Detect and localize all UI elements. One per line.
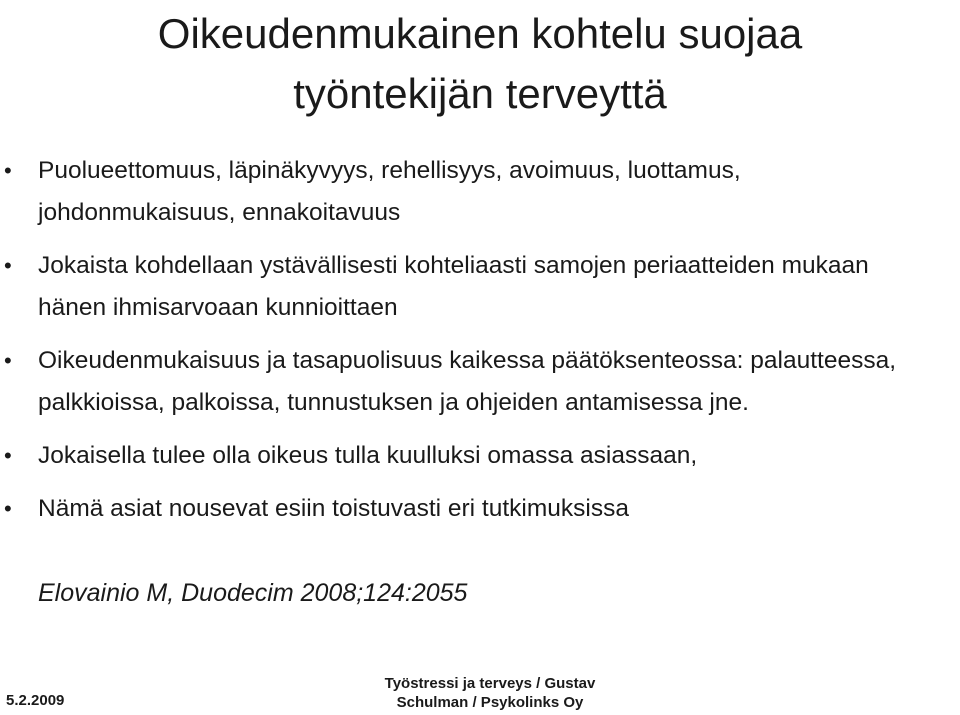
bullet-dot-icon: •	[4, 496, 12, 521]
bullet-item	[0, 435, 960, 477]
bullet-item	[0, 245, 960, 329]
bullet-dot-icon: •	[4, 348, 12, 373]
reference-citation: Elovainio M, Duodecim 2008;124:2055	[38, 579, 468, 607]
bullet-text: Puolueettomuus, läpinäkyvyys, rehellisyys, avoimuus, luottamus, johdonmukaisuus, ennakoitavuus	[38, 157, 741, 226]
bullet-item	[0, 150, 960, 234]
slide-title	[0, 4, 960, 124]
bullet-text: Jokaista kohdellaan ystävällisesti kohteliaasti samojen periaatteiden mukaan hänen ihmisarvoaan kunnioittaen	[38, 252, 869, 321]
bullet-item	[0, 340, 960, 424]
bullet-list	[0, 150, 960, 541]
footer-credit-line-1: Työstressi ja terveys / Gustav	[384, 675, 596, 692]
slide-title-line-2: työntekijän terveyttä	[293, 70, 667, 117]
bullet-text: Jokaisella tulee olla oikeus tulla kuulluksi omassa asiassaan,	[38, 442, 698, 469]
bullet-text: Nämä asiat nousevat esiin toistuvasti eri tutkimuksissa	[38, 495, 629, 522]
slide-title-line-1: Oikeudenmukainen kohtelu suojaa	[157, 10, 803, 57]
footer-credit	[370, 674, 610, 712]
bullet-dot-icon: •	[4, 253, 12, 278]
bullet-text: Oikeudenmukaisuus ja tasapuolisuus kaikessa päätöksenteossa: palautteessa, palkkioissa, palkoissa, tunnustuksen ja ohjeiden antamisessa jne.	[38, 347, 897, 416]
bullet-item	[0, 488, 960, 530]
bullet-dot-icon: •	[4, 158, 12, 183]
bullet-dot-icon: •	[4, 443, 12, 468]
footer-date: 5.2.2009	[6, 692, 65, 709]
footer-credit-line-2: Schulman / Psykolinks Oy	[396, 694, 584, 711]
